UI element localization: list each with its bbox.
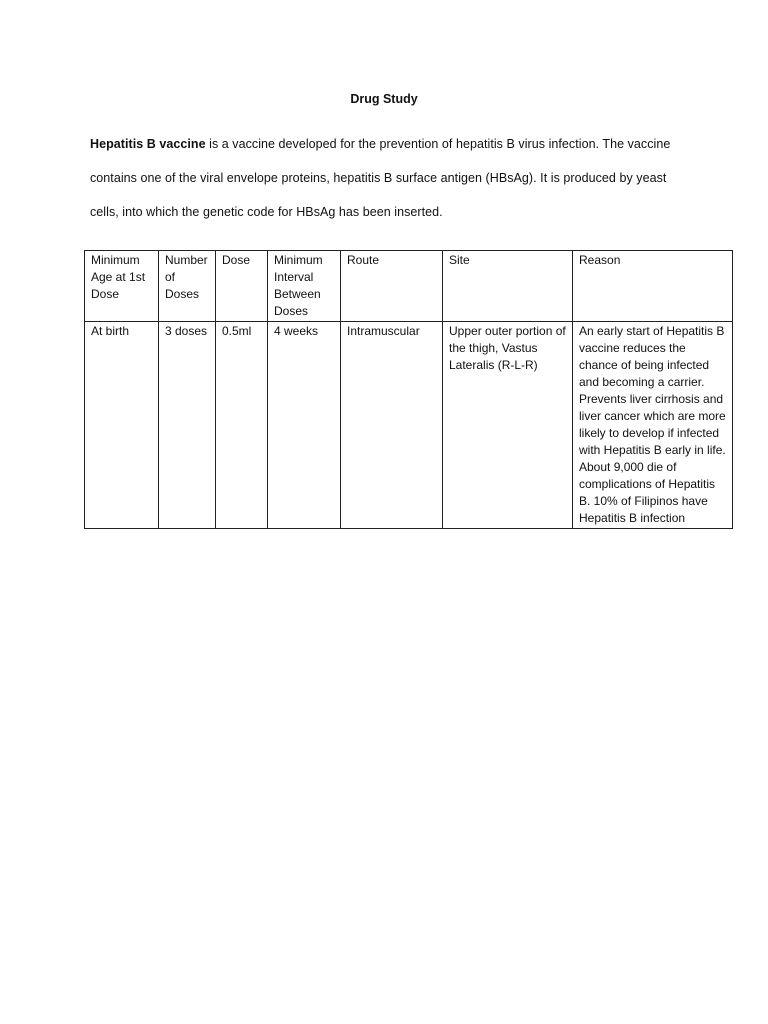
intro-line-3: cells, into which the genetic code for HBsAg has been inserted. [90,205,443,219]
header-min-interval: Minimum Interval Between Doses [268,251,341,322]
intro-line-1 [90,137,730,151]
header-dose: Dose [216,251,268,322]
header-number-of-doses: Number of Doses [159,251,216,322]
intro-lead-bold: Hepatitis B vaccine [90,137,206,151]
cell-route: Intramuscular [341,322,443,529]
intro-line-2: contains one of the viral envelope proteins, hepatitis B surface antigen (HBsAg). It is produced by yeast [90,171,667,185]
cell-dose: 0.5ml [216,322,268,529]
header-reason: Reason [573,251,733,322]
document-title: Drug Study [350,92,418,106]
table-row [85,322,733,529]
cell-number-of-doses: 3 doses [159,322,216,529]
cell-min-interval: 4 weeks [268,322,341,529]
header-min-age: Minimum Age at 1st Dose [85,251,159,322]
cell-site: Upper outer portion of the thigh, Vastus Lateralis (R-L-R) [443,322,573,529]
cell-reason: An early start of Hepatitis B vaccine reduces the chance of being infected and becoming a carrier. Prevents liver cirrhosis and liver cancer which are more likely to develop if infected with Hepatitis B early in life. About 9,000 die of complications of Hepatitis B. 10% of Filipinos have Hepatitis B infection [573,322,733,529]
drug-study-table [84,250,733,529]
intro-line-1-text: is a vaccine developed for the prevention of hepatitis B virus infection. The vaccine [205,137,671,151]
cell-min-age: At birth [85,322,159,529]
header-site: Site [443,251,573,322]
table-header-row [85,251,733,322]
header-route: Route [341,251,443,322]
